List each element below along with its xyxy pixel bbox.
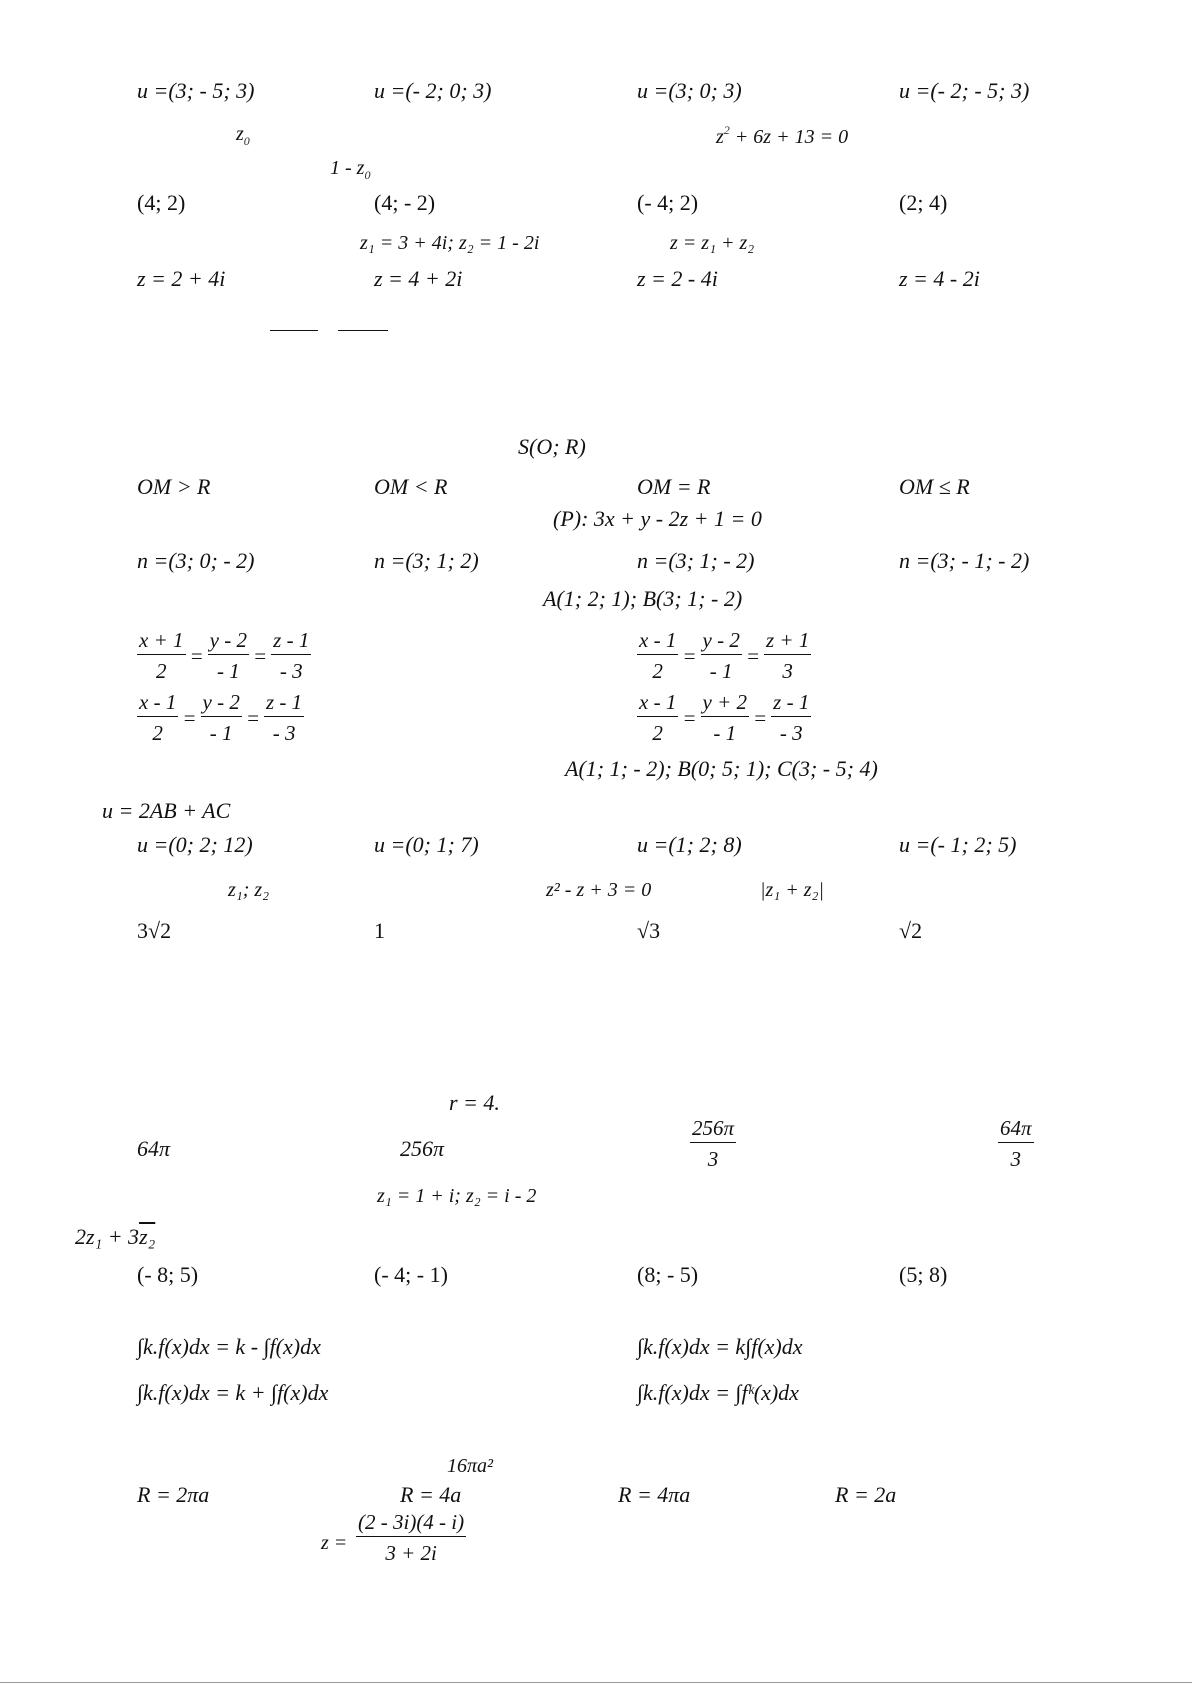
q4-option-d: OM ≤ R xyxy=(899,474,970,499)
q8-option-c: √3 xyxy=(637,918,661,943)
q5-option-c: n =(3; 1; - 2) xyxy=(637,548,755,573)
q4-option-c: OM = R xyxy=(637,474,711,499)
q10-given: z₁ = 1 + i; z₂ = i - 2 xyxy=(377,1185,537,1207)
q10-option-d: (5; 8) xyxy=(899,1262,948,1287)
q3-option-c: z = 2 - 4i xyxy=(637,266,718,291)
q11-option-a: ∫k.f(x)dx = k - ∫f(x)dx xyxy=(137,1334,321,1359)
q6-option-d: $\frac{x - 1}{2}$ = $\frac{y + 2}{- 1}$ = $\frac{z - 1}{- 3}$ xyxy=(639,690,810,745)
q7-option-d: u =(- 1; 2; 5) xyxy=(899,832,1017,857)
q5-option-b: n =(3; 1; 2) xyxy=(374,548,479,573)
q3-option-b: z = 4 + 2i xyxy=(374,266,463,291)
q2-option-b: (4; - 2) xyxy=(374,190,436,215)
q9-option-d: $\frac{64\pi}{3}$ xyxy=(1000,1116,1032,1171)
q4-sphere: S(O; R) xyxy=(518,434,586,459)
q10-expression: 2z₁ + 3z₂ xyxy=(75,1224,156,1249)
q4-option-a: OM > R xyxy=(137,474,211,499)
q13-z: z = xyxy=(321,1532,348,1554)
q8-roots: z₁; z₂ xyxy=(228,879,270,901)
q8-equation: z² - z + 3 = 0 xyxy=(546,879,652,901)
q1-option-c: u =(3; 0; 3) xyxy=(637,78,742,103)
q3-option-d: z = 4 - 2i xyxy=(899,266,980,291)
q12-option-d: R = 2a xyxy=(835,1482,897,1507)
q7-option-b: u =(0; 1; 7) xyxy=(374,832,479,857)
q8-modulus: |z₁ + z₂| xyxy=(760,879,824,901)
q12-area: 16πa² xyxy=(447,1455,494,1477)
q12-option-c: R = 4πa xyxy=(618,1482,691,1507)
q4-option-b: OM < R xyxy=(374,474,448,499)
q9-option-a: 64π xyxy=(137,1136,171,1161)
q7-vector: u = 2AB + AC xyxy=(102,798,231,823)
q2-option-c: (- 4; 2) xyxy=(637,190,699,215)
q1-option-d: u =(- 2; - 5; 3) xyxy=(899,78,1030,103)
q5-option-d: n =(3; - 1; - 2) xyxy=(899,548,1030,573)
q13-fraction: $\frac{(2 - 3i)(4 - i)}{3 + 2i}$ xyxy=(358,1510,465,1565)
q9-option-c: $\frac{256\pi}{3}$ xyxy=(692,1116,735,1171)
fraction-bar xyxy=(338,330,388,331)
q1-option-b: u =(- 2; 0; 3) xyxy=(374,78,492,103)
q8-option-d: √2 xyxy=(899,918,923,943)
q10-option-c: (8; - 5) xyxy=(637,1262,699,1287)
fraction-bar xyxy=(270,330,318,331)
q10-option-a: (- 8; 5) xyxy=(137,1262,199,1287)
q7-points: A(1; 1; - 2); B(0; 5; 1); C(3; - 5; 4) xyxy=(565,756,878,781)
q9-radius: r = 4. xyxy=(449,1090,500,1115)
q1-option-a: u =(3; - 5; 3) xyxy=(137,78,255,103)
page-bottom-rule xyxy=(0,1682,1192,1683)
q11-option-b: ∫k.f(x)dx = k∫f(x)dx xyxy=(637,1334,803,1359)
q10-option-b: (- 4; - 1) xyxy=(374,1262,448,1287)
q6-option-b: $\frac{x - 1}{2}$ = $\frac{y - 2}{- 1}$ = $\frac{z + 1}{3}$ xyxy=(639,628,810,683)
q11-option-d: ∫k.f(x)dx = ∫fᵏ(x)dx xyxy=(637,1380,799,1405)
q8-option-b: 1 xyxy=(374,918,385,943)
q2-z0: $z_0$ xyxy=(236,123,250,148)
q6-points: A(1; 2; 1); B(3; 1; - 2) xyxy=(543,586,743,611)
q8-option-a: 3√2 xyxy=(137,918,172,943)
q3-given: z₁ = 3 + 4i; z₂ = 1 - 2i xyxy=(360,232,540,254)
q11-option-c: ∫k.f(x)dx = k + ∫f(x)dx xyxy=(137,1380,329,1405)
q9-option-b: 256π xyxy=(400,1136,445,1161)
q3-option-a: z = 2 + 4i xyxy=(137,266,226,291)
q2-option-d: (2; 4) xyxy=(899,190,948,215)
q2-equation: $z^2 + 6z + 13 = 0$ xyxy=(716,123,849,148)
q12-option-a: R = 2πa xyxy=(137,1482,210,1507)
q7-option-a: u =(0; 2; 12) xyxy=(137,832,253,857)
q7-option-c: u =(1; 2; 8) xyxy=(637,832,742,857)
q2-one-minus-z0: $1 - z_0$ xyxy=(330,157,371,182)
q6-option-c: $\frac{x - 1}{2}$ = $\frac{y - 2}{- 1}$ = $\frac{z - 1}{- 3}$ xyxy=(139,690,303,745)
q2-option-a: (4; 2) xyxy=(137,190,186,215)
q3-sum: z = z₁ + z₂ xyxy=(670,232,755,254)
q5-plane: (P): 3x + y - 2z + 1 = 0 xyxy=(553,506,762,531)
q6-option-a: $\frac{x + 1}{2}$ = $\frac{y - 2}{- 1}$ = $\frac{z - 1}{- 3}$ xyxy=(139,628,310,683)
q12-option-b: R = 4a xyxy=(400,1482,462,1507)
q5-option-a: n =(3; 0; - 2) xyxy=(137,548,255,573)
